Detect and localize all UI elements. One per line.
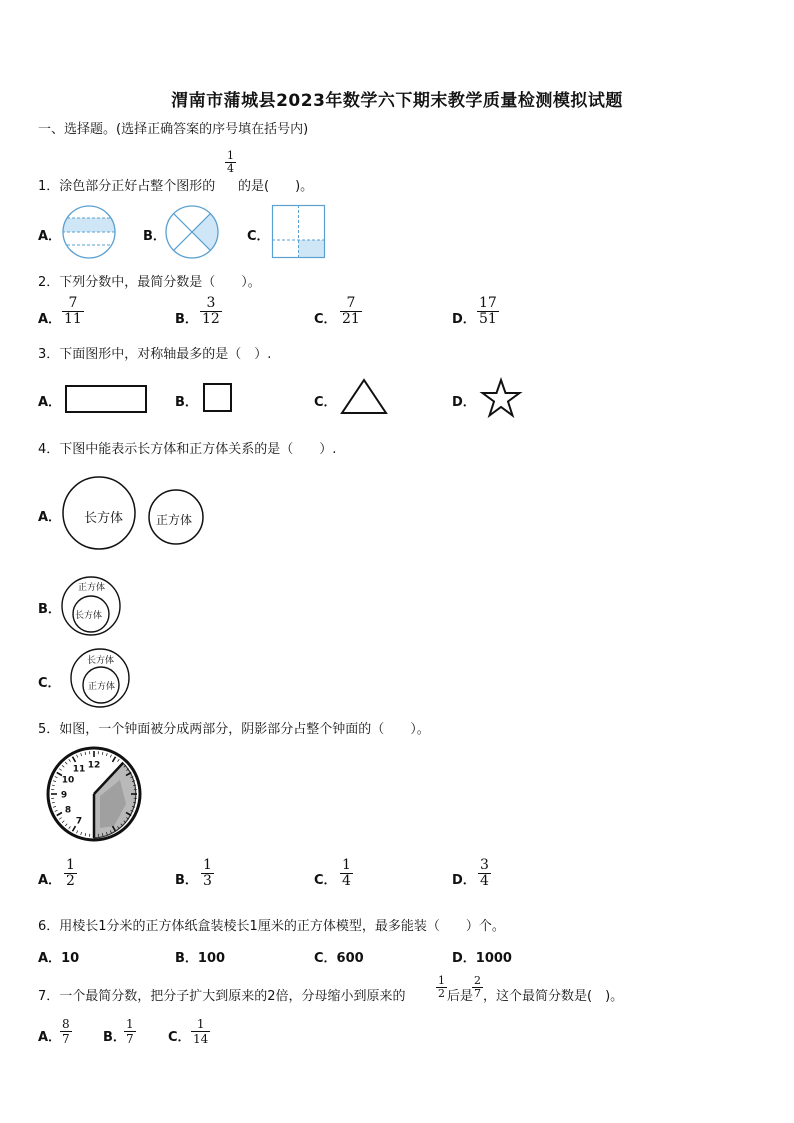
fraction-denominator: 2 (66, 873, 75, 889)
question-7-part-a: 7．一个最简分数，把分子扩大到原来的2倍，分母缩小到原来的 (38, 989, 406, 1004)
q3-option-a-label: A． (38, 395, 62, 410)
q2-option-d-label: D． (452, 312, 476, 327)
q1-option-c-square (272, 205, 325, 258)
q4-c-cube-label: 正方体 (88, 682, 116, 692)
fraction-numerator: 1 (342, 857, 351, 873)
fraction-denominator: 21 (342, 311, 360, 327)
square-shape (203, 383, 232, 412)
q2-option-c-label: C． (314, 312, 337, 327)
fraction-denominator: 2 (438, 987, 445, 1000)
q5-option-c-label: C． (314, 873, 337, 888)
fraction-denominator: 3 (203, 873, 212, 889)
q5-option-b-fraction (201, 858, 214, 889)
fraction-denominator: 51 (479, 311, 497, 327)
q2-option-c-fraction (340, 296, 362, 327)
fraction-denominator: 14 (193, 1032, 209, 1046)
fraction-numerator: 17 (479, 295, 497, 311)
q2-option-b-label: B． (175, 312, 198, 327)
fraction-numerator: 1 (66, 857, 75, 873)
q6-option-c (314, 947, 364, 966)
q4-a-cube-label: 正方体 (156, 513, 193, 527)
q2-option-b-fraction (200, 296, 222, 327)
fraction-numerator: 1 (196, 1017, 205, 1031)
clock-number: 11 (72, 764, 86, 775)
q5-option-c-fraction (340, 858, 353, 889)
clock-number: 10 (61, 775, 75, 786)
fraction-denominator: 7 (474, 987, 481, 1000)
fraction-numerator: 1 (438, 974, 445, 987)
fraction-denominator: 7 (126, 1032, 134, 1046)
fraction-denominator: 4 (342, 873, 351, 889)
question-5: 5．如图，一个钟面被分成两部分，阴影部分占整个钟面的（ ）。 (38, 722, 430, 737)
question-1-text: 1．涂色部分正好占整个图形的 (38, 179, 216, 194)
q7-option-c-fraction (191, 1017, 210, 1046)
fraction-denominator: 4 (480, 873, 489, 889)
fraction-numerator: 7 (68, 295, 78, 311)
triangle-shape (340, 378, 388, 415)
q4-option-a-label: A． (38, 510, 62, 525)
option-value: 10 (61, 951, 80, 966)
q3-option-c-label: C． (314, 395, 337, 410)
q7-option-b-fraction (124, 1017, 136, 1046)
q7-option-c-label: C． (168, 1030, 191, 1045)
q7-option-a-fraction (60, 1017, 72, 1046)
question-7-fraction-1 (436, 975, 447, 1000)
q6-option-b (175, 947, 225, 966)
fraction-numerator: 1 (126, 1017, 134, 1031)
q6-option-d (452, 947, 512, 966)
fraction-denominator: 12 (202, 311, 220, 327)
star-shape (481, 379, 521, 417)
q5-option-a-fraction (64, 858, 77, 889)
clock-number: 8 (64, 805, 72, 816)
q1-option-a-circle (62, 205, 116, 259)
question-1 (38, 175, 215, 194)
section-heading: 一、选择题。(选择正确答案的序号填在括号内) (38, 122, 309, 137)
question-7-fraction-2 (472, 975, 483, 1000)
question-3: 3．下面图形中，对称轴最多的是（ ）. (38, 347, 272, 362)
q2-option-d-fraction (477, 296, 499, 327)
q1-option-a-label: A． (38, 229, 62, 244)
rectangle-shape (65, 385, 147, 413)
q4-c-cuboid-label: 长方体 (87, 656, 115, 666)
q1-option-c-label: C． (247, 229, 270, 244)
question-1-fraction (225, 150, 236, 175)
q3-option-d-label: D． (452, 395, 476, 410)
clock-number: 12 (87, 760, 101, 771)
question-6: 6．用棱长1分米的正方体纸盒装棱长1厘米的正方体模型，最多能装（ ）个。 (38, 919, 505, 934)
q2-option-a-label: A． (38, 312, 62, 327)
option-label: A． (38, 951, 62, 966)
fraction-numerator: 8 (62, 1017, 70, 1031)
q5-option-a-label: A． (38, 873, 62, 888)
question-4: 4．下图中能表示长方体和正方体关系的是（ ）. (38, 442, 337, 457)
clock-number: 7 (75, 816, 83, 827)
question-7-part-c: ，这个最简分数是( )。 (483, 989, 624, 1004)
q6-option-a (38, 947, 79, 966)
q3-option-b-label: B． (175, 395, 198, 410)
q5-option-d-label: D． (452, 873, 476, 888)
page-title: 渭南市蒲城县2023年数学六下期末教学质量检测模拟试题 (171, 91, 623, 111)
q1-option-b-label: B． (143, 229, 166, 244)
fraction-numerator: 1 (203, 857, 212, 873)
question-1-tail: 的是( )。 (238, 179, 314, 194)
fraction-denominator: 4 (227, 162, 234, 175)
option-value: 100 (197, 951, 226, 966)
q5-option-b-label: B． (175, 873, 198, 888)
q1-option-b-circle (165, 205, 219, 259)
q4-option-b-label: B． (38, 602, 61, 617)
fraction-denominator: 11 (64, 311, 82, 327)
q4-option-c-label: C． (38, 676, 61, 691)
fraction-numerator: 3 (206, 295, 216, 311)
option-value: 600 (336, 951, 364, 966)
fraction-numerator: 2 (474, 974, 481, 987)
option-label: B． (175, 951, 198, 966)
q4-a-cuboid-label: 长方体 (84, 511, 124, 526)
option-label: D． (452, 951, 476, 966)
q7-option-a-label: A． (38, 1030, 62, 1045)
option-label: C． (314, 951, 337, 966)
q4-b-cuboid-label: 长方体 (75, 611, 103, 621)
fraction-numerator: 7 (346, 295, 356, 311)
q7-option-b-label: B． (103, 1030, 126, 1045)
fraction-numerator: 3 (480, 857, 489, 873)
question-2: 2．下列分数中，最简分数是（ ）。 (38, 275, 261, 290)
clock-face (44, 744, 144, 844)
question-7-part-b: 后是 (447, 989, 474, 1004)
fraction-denominator: 7 (62, 1032, 70, 1046)
q5-option-d-fraction (478, 858, 491, 889)
q4-b-cube-label: 正方体 (78, 583, 106, 593)
clock-number: 9 (60, 790, 68, 801)
fraction-numerator: 1 (227, 149, 234, 162)
q2-option-a-fraction (62, 296, 84, 327)
option-value: 1000 (475, 951, 512, 966)
